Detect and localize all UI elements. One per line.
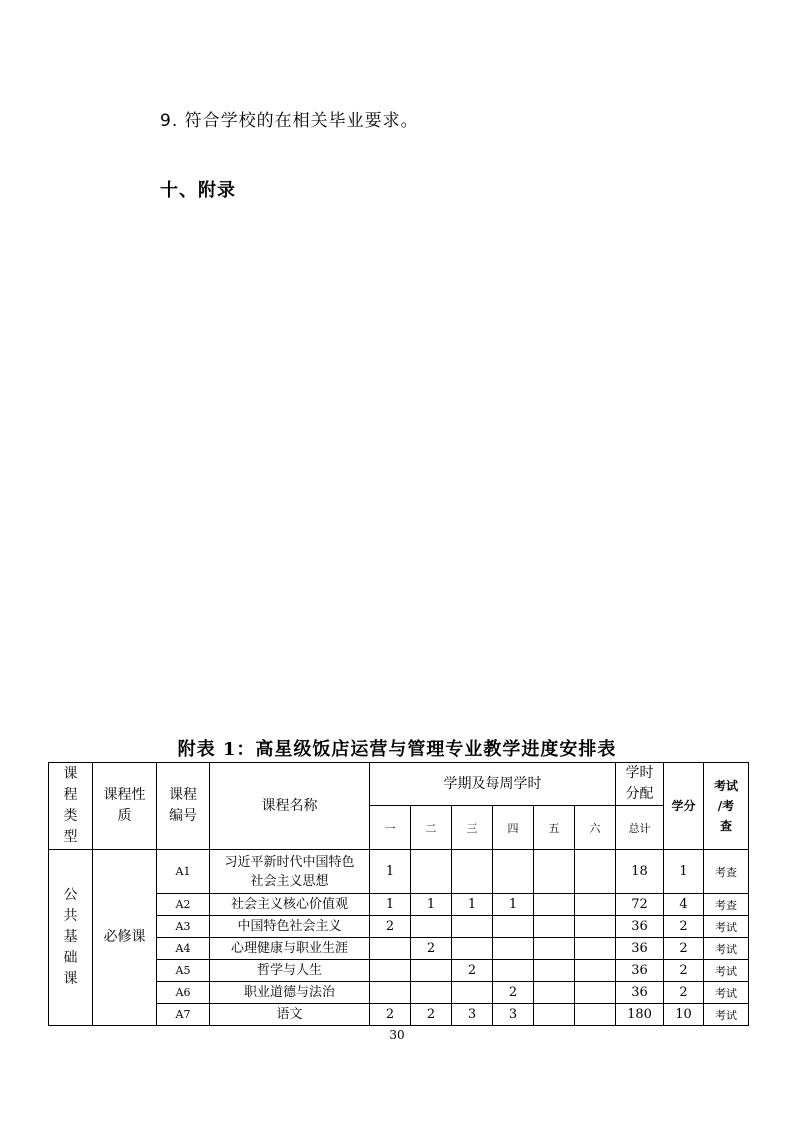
- header-row: [49, 763, 749, 806]
- cell-semester-5: [534, 1004, 575, 1026]
- group-course-type: 公 共 基 础 课: [49, 850, 93, 1026]
- section-heading-appendix: 十、附录: [160, 180, 236, 201]
- cell-semester-4: [493, 850, 534, 894]
- cell-semester-2: 1: [411, 894, 452, 916]
- cell-semester-3: [452, 938, 493, 960]
- cell-semester-2: [411, 850, 452, 894]
- cell-total-hours: 36: [616, 938, 664, 960]
- cell-semester-2: 2: [411, 938, 452, 960]
- cell-credits: 1: [664, 850, 704, 894]
- group-course-nature: 必修课: [93, 850, 157, 1026]
- cell-semester-6: [575, 982, 616, 1004]
- cell-semester-1: 1: [370, 850, 411, 894]
- cell-total-hours: 36: [616, 960, 664, 982]
- cell-semester-6: [575, 894, 616, 916]
- cell-semester-4: 1: [493, 894, 534, 916]
- cell-total-hours: 36: [616, 982, 664, 1004]
- cell-semester-1: 2: [370, 1004, 411, 1026]
- cell-course-code: A4: [157, 938, 210, 960]
- cell-credits: 2: [664, 916, 704, 938]
- cell-course-name: 心理健康与职业生涯: [210, 938, 370, 960]
- cell-semester-3: [452, 982, 493, 1004]
- header-semester-4: 四: [493, 806, 534, 850]
- cell-total-hours: 180: [616, 1004, 664, 1026]
- cell-semester-3: 3: [452, 1004, 493, 1026]
- cell-credits: 10: [664, 1004, 704, 1026]
- table-caption: 附表 1：高星级饭店运营与管理专业教学进度安排表: [177, 739, 617, 760]
- cell-semester-4: [493, 916, 534, 938]
- header-course-name: 课程名称: [210, 763, 370, 850]
- cell-course-code: A7: [157, 1004, 210, 1026]
- cell-course-code: A3: [157, 916, 210, 938]
- header-semester-5: 五: [534, 806, 575, 850]
- cell-semester-4: 2: [493, 982, 534, 1004]
- cell-course-name: 习近平新时代中国特色 社会主义思想: [210, 850, 370, 894]
- cell-semester-1: 1: [370, 894, 411, 916]
- cell-credits: 2: [664, 938, 704, 960]
- cell-semester-4: [493, 938, 534, 960]
- header-assessment: 考试 /考 查: [704, 763, 749, 850]
- cell-semester-5: [534, 916, 575, 938]
- cell-course-name: 社会主义核心价值观: [210, 894, 370, 916]
- header-hours-alloc: 学时 分配: [616, 763, 664, 806]
- schedule-table: [48, 762, 749, 1026]
- cell-semester-1: 2: [370, 916, 411, 938]
- cell-semester-5: [534, 850, 575, 894]
- cell-credits: 4: [664, 894, 704, 916]
- cell-course-code: A1: [157, 850, 210, 894]
- cell-total-hours: 36: [616, 916, 664, 938]
- cell-assessment: 考试: [704, 960, 749, 982]
- header-course-type: 课 程 类 型: [49, 763, 93, 850]
- cell-semester-1: [370, 982, 411, 1004]
- cell-course-name: 中国特色社会主义: [210, 916, 370, 938]
- cell-semester-2: [411, 916, 452, 938]
- cell-course-name: 职业道德与法治: [210, 982, 370, 1004]
- cell-semester-2: [411, 982, 452, 1004]
- cell-course-name: 哲学与人生: [210, 960, 370, 982]
- cell-assessment: 考试: [704, 916, 749, 938]
- cell-semester-6: [575, 916, 616, 938]
- cell-semester-2: [411, 960, 452, 982]
- cell-semester-5: [534, 982, 575, 1004]
- list-item-9: 9. 符合学校的在相关毕业要求。: [160, 111, 419, 131]
- cell-semester-1: [370, 960, 411, 982]
- cell-course-code: A5: [157, 960, 210, 982]
- header-total: 总计: [616, 806, 664, 850]
- cell-assessment: 考查: [704, 850, 749, 894]
- cell-semester-6: [575, 960, 616, 982]
- cell-total-hours: 72: [616, 894, 664, 916]
- header-course-code: 课程 编号: [157, 763, 210, 850]
- header-semester-hours: 学期及每周学时: [370, 763, 616, 806]
- cell-semester-3: 1: [452, 894, 493, 916]
- header-semester-1: 一: [370, 806, 411, 850]
- cell-course-name: 语文: [210, 1004, 370, 1026]
- cell-semester-3: [452, 850, 493, 894]
- header-credits: 学分: [664, 763, 704, 850]
- cell-semester-3: [452, 916, 493, 938]
- header-semester-3: 三: [452, 806, 493, 850]
- header-semester-6: 六: [575, 806, 616, 850]
- cell-semester-3: 2: [452, 960, 493, 982]
- cell-semester-6: [575, 1004, 616, 1026]
- header-semester-2: 二: [411, 806, 452, 850]
- cell-course-code: A2: [157, 894, 210, 916]
- cell-semester-4: [493, 960, 534, 982]
- cell-semester-4: 3: [493, 1004, 534, 1026]
- cell-assessment: 考试: [704, 982, 749, 1004]
- cell-semester-2: 2: [411, 1004, 452, 1026]
- page-number: 30: [389, 1028, 405, 1042]
- cell-assessment: 考查: [704, 894, 749, 916]
- table-row: [49, 850, 749, 894]
- cell-course-code: A6: [157, 982, 210, 1004]
- cell-semester-6: [575, 938, 616, 960]
- cell-assessment: 考试: [704, 938, 749, 960]
- cell-semester-5: [534, 938, 575, 960]
- cell-total-hours: 18: [616, 850, 664, 894]
- cell-credits: 2: [664, 960, 704, 982]
- cell-semester-1: [370, 938, 411, 960]
- cell-semester-5: [534, 960, 575, 982]
- cell-semester-5: [534, 894, 575, 916]
- cell-credits: 2: [664, 982, 704, 1004]
- header-course-nature: 课程性 质: [93, 763, 157, 850]
- cell-assessment: 考试: [704, 1004, 749, 1026]
- cell-semester-6: [575, 850, 616, 894]
